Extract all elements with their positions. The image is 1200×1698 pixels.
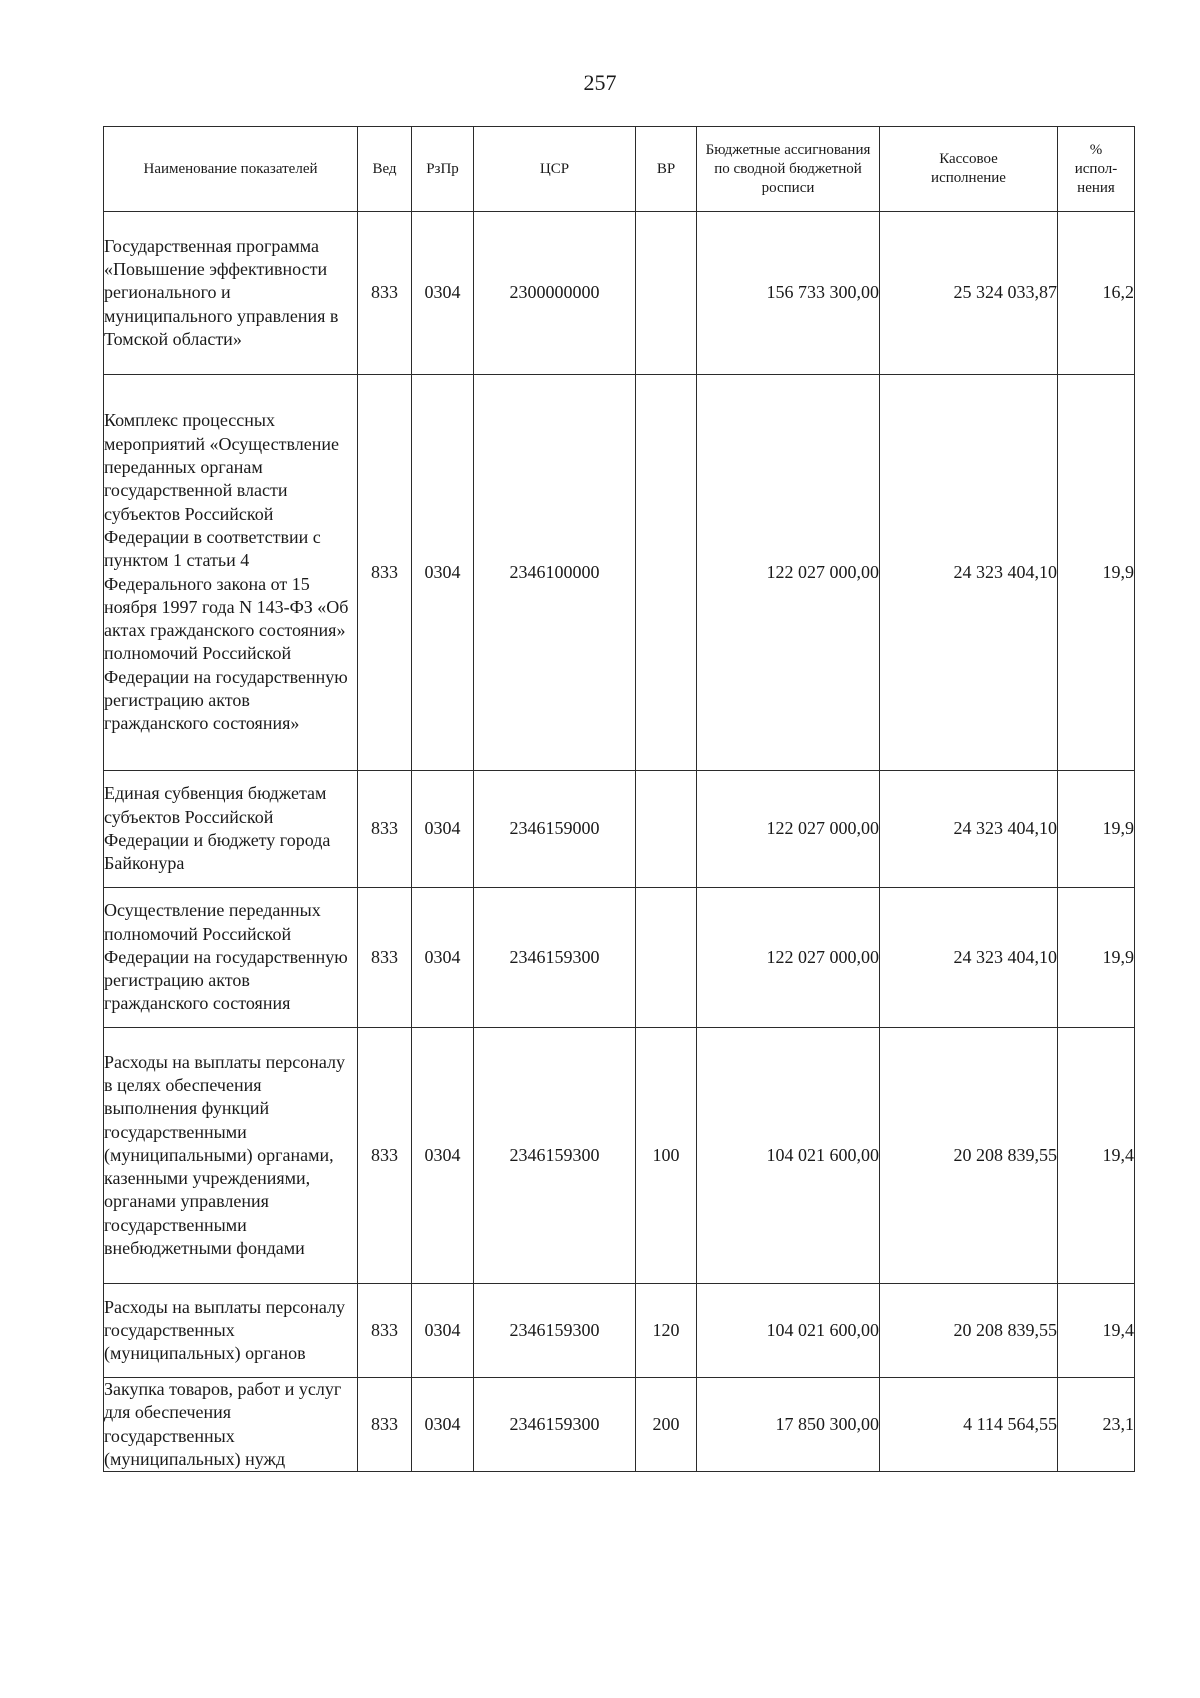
table-row (104, 888, 1135, 1028)
table-row (104, 212, 1135, 375)
row-cash: 24 323 404,10 (880, 888, 1058, 1028)
table-row (104, 375, 1135, 771)
row-vr (636, 771, 697, 888)
row-vr: 120 (636, 1284, 697, 1378)
row-csr: 2346159000 (474, 771, 636, 888)
row-budget: 122 027 000,00 (697, 771, 880, 888)
row-name: Расходы на выплаты персоналу государственных (муниципальных) органов (104, 1284, 358, 1378)
row-cash: 24 323 404,10 (880, 375, 1058, 771)
row-budget: 156 733 300,00 (697, 212, 880, 375)
header-budget: Бюджетные ассигнования по сводной бюджетной росписи (697, 127, 880, 212)
row-budget: 104 021 600,00 (697, 1028, 880, 1284)
header-percent (1058, 127, 1135, 212)
row-rzpr: 0304 (412, 771, 474, 888)
header-ved: Вед (358, 127, 412, 212)
table-header-row (104, 127, 1135, 212)
row-budget: 104 021 600,00 (697, 1284, 880, 1378)
row-csr: 2346159300 (474, 1284, 636, 1378)
table-row (104, 1028, 1135, 1284)
row-percent: 19,4 (1058, 1284, 1135, 1378)
row-csr: 2346159300 (474, 1028, 636, 1284)
row-budget: 122 027 000,00 (697, 888, 880, 1028)
row-percent: 23,1 (1058, 1378, 1135, 1472)
row-rzpr: 0304 (412, 1378, 474, 1472)
row-cash: 4 114 564,55 (880, 1378, 1058, 1472)
header-percent-symbol: % (1089, 141, 1103, 158)
row-name: Осуществление переданных полномочий Российской Федерации на государственную регистрацию актов гражданского состояния (104, 888, 358, 1028)
header-percent-label: испол-нения (1074, 160, 1118, 196)
row-name: Расходы на выплаты персоналу в целях обеспечения выполнения функций государственными (муниципальными) органами, казенными учреждениями, органами управления государственными внебюджетными фондами (104, 1028, 358, 1284)
row-ved: 833 (358, 1284, 412, 1378)
row-percent: 16,2 (1058, 212, 1135, 375)
row-ved: 833 (358, 1028, 412, 1284)
row-vr: 100 (636, 1028, 697, 1284)
row-rzpr: 0304 (412, 888, 474, 1028)
row-csr: 2346159300 (474, 888, 636, 1028)
row-csr: 2300000000 (474, 212, 636, 375)
row-vr (636, 375, 697, 771)
row-budget: 122 027 000,00 (697, 375, 880, 771)
table-row (104, 771, 1135, 888)
row-csr: 2346159300 (474, 1378, 636, 1472)
row-cash: 25 324 033,87 (880, 212, 1058, 375)
header-name: Наименование показателей (104, 127, 358, 212)
row-budget: 17 850 300,00 (697, 1378, 880, 1472)
row-ved: 833 (358, 212, 412, 375)
row-name: Закупка товаров, работ и услуг для обеспечения государственных (муниципальных) нужд (104, 1378, 358, 1472)
row-name: Государственная программа «Повышение эффективности регионального и муниципального управления в Томской области» (104, 212, 358, 375)
budget-execution-table (103, 126, 1135, 1472)
table-row (104, 1378, 1135, 1472)
row-rzpr: 0304 (412, 375, 474, 771)
row-cash: 20 208 839,55 (880, 1284, 1058, 1378)
row-ved: 833 (358, 888, 412, 1028)
header-rzpr: РзПр (412, 127, 474, 212)
row-cash: 20 208 839,55 (880, 1028, 1058, 1284)
row-percent: 19,9 (1058, 771, 1135, 888)
row-rzpr: 0304 (412, 1284, 474, 1378)
row-percent: 19,9 (1058, 375, 1135, 771)
header-vr: ВР (636, 127, 697, 212)
row-vr (636, 212, 697, 375)
row-rzpr: 0304 (412, 212, 474, 375)
row-percent: 19,9 (1058, 888, 1135, 1028)
header-csr: ЦСР (474, 127, 636, 212)
row-rzpr: 0304 (412, 1028, 474, 1284)
table-row (104, 1284, 1135, 1378)
header-cash: Кассовое исполнение (880, 127, 1058, 212)
row-name: Единая субвенция бюджетам субъектов Российской Федерации и бюджету города Байконура (104, 771, 358, 888)
row-csr: 2346100000 (474, 375, 636, 771)
row-cash: 24 323 404,10 (880, 771, 1058, 888)
row-vr (636, 888, 697, 1028)
page-number: 257 (583, 70, 617, 95)
row-ved: 833 (358, 771, 412, 888)
row-vr: 200 (636, 1378, 697, 1472)
row-percent: 19,4 (1058, 1028, 1135, 1284)
row-ved: 833 (358, 375, 412, 771)
row-name: Комплекс процессных мероприятий «Осуществление переданных органам государственной власти субъектов Российской Федерации в соответствии с пунктом 1 статьи 4 Федерального закона от 15 ноября 1997 года N 143-ФЗ «Об актах гражданского состояния» полномочий Российской Федерации на государственную регистрацию актов гражданского состояния» (104, 375, 358, 771)
row-ved: 833 (358, 1378, 412, 1472)
